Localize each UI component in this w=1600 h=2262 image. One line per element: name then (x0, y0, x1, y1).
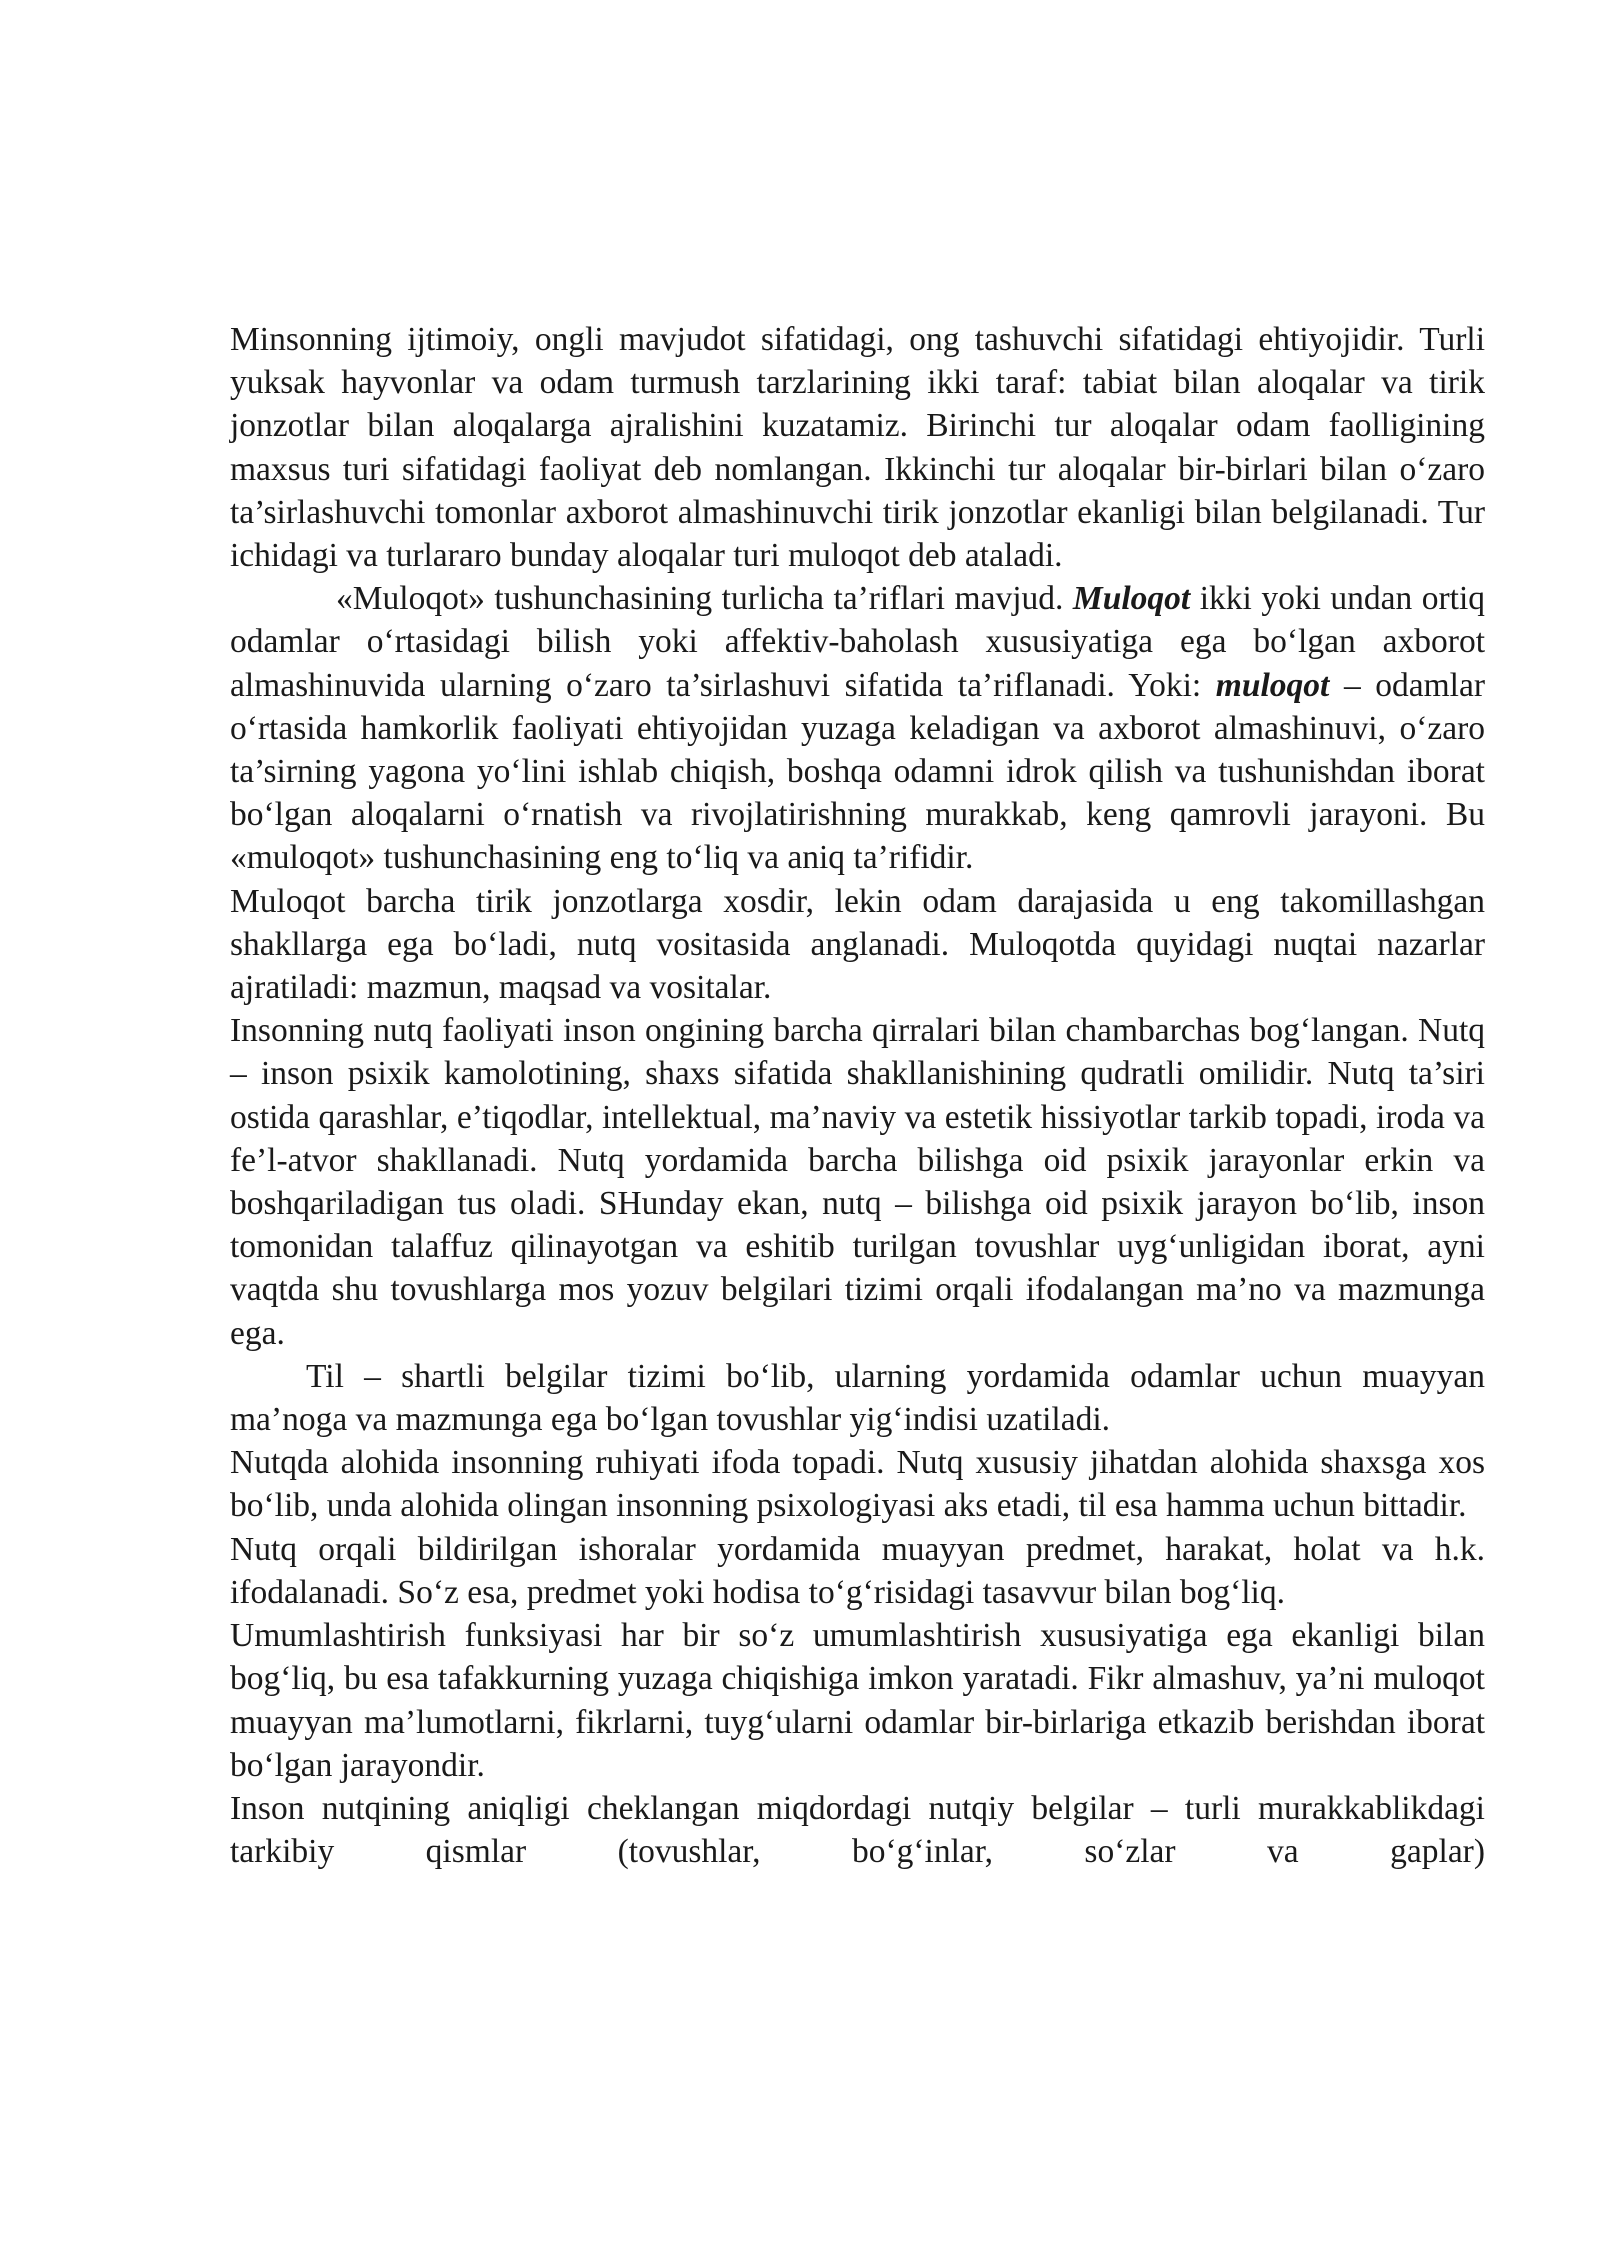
paragraph-9: Inson nutqining aniqligi cheklangan miqdordagi nutqiy belgilar – turli murakkablikdagi tarkibiy qismlar (tovushlar, bo‘g‘inlar, so‘zlar va gaplar) (230, 1789, 1485, 1871)
paragraph-7: Nutq orqali bildirilgan ishoralar yordamida muayyan predmet, harakat, holat va h.k. ifodalanadi. So‘z esa, predmet yoki hodisa to‘g‘risidagi tasavvur bilan bog‘liq. (230, 1530, 1485, 1611)
paragraph-5: Til – shartli belgilar tizimi bo‘lib, ularning yordamida odamlar uchun muayyan ma’noga va mazmunga ega bo‘lgan tovushlar yig‘indisi uzatiladi. (230, 1357, 1485, 1439)
paragraph-2-continuation: – odamlar o‘rtasida hamkorlik faoliyati ehtiyojidan yuzaga keladigan va axborot almashinuvi, o‘zaro ta’sirning yagona yo‘lini ishlab chiqish, boshqa odamni idrok qilish va tushunishdan iborat bo‘lgan aloqalarni o‘rnatish va rivojlatirishning murakkab, keng qamrovli jarayoni. Bu «muloqot» tushunchasining eng to‘liq va aniq ta’rifidir. (230, 666, 1486, 877)
paragraph-6: Nutqda alohida insonning ruhiyati ifoda topadi. Nutq xususiy jihatdan alohida shaxsga xos bo‘lib, unda alohida olingan insonning psixologiyasi aks etadi, til esa hamma uchun bittadir. (230, 1444, 1485, 1525)
document-body (230, 318, 1485, 1873)
paragraph-1: Minsonning ijtimoiy, ongli mavjudot sifatidagi, ong tashuvchi sifatidagi ehtiyojidir. Turli yuksak hayvonlar va odam turmush tarzlarining ikki taraf: tabiat bilan aloqalar va tirik jonzotlar bilan aloqalarga ajralishini kuzatamiz. Birinchi tur aloqalar odam faolligining maxsus turi sifatidagi faoliyat deb nomlangan. Ikkinchi tur aloqalar bir-birlari bilan o‘zaro ta’sirlashuvchi tomonlar axborot almashinuvchi tirik jonzotlar ekanligi bilan belgilanadi. Tur ichidagi va turlararo bunday aloqalar turi muloqot deb ataladi. (230, 321, 1485, 575)
paragraph-2-intro: «Muloqot» tushunchasining turlicha ta’riflari mavjud. (336, 580, 1064, 618)
paragraph-4: Insonning nutq faoliyati inson ongining barcha qirralari bilan chambarchas bog‘langan. Nutq – inson psixik kamolotining, shaxs sifatida shakllanishining qudratli omilidir. Nutq ta’siri ostida qarashlar, e’tiqodlar, intellektual, ma’naviy va estetik hissiyotlar tarkib topadi, iroda va fe’l-atvor shakllanadi. Nutq yordamida barcha bilishga oid psixik jarayonlar erkin va boshqariladigan tus oladi. SHunday ekan, nutq – bilishga oid psixik jarayon bo‘lib, inson tomonidan talaffuz qilinayotgan va eshitib turilgan tovushlar uyg‘unligidan iborat, ayni vaqtda shu tovushlarga mos yozuv belgilari tizimi orqali ifodalangan ma’no va mazmunga ega. (230, 1012, 1485, 1352)
paragraph-2-definition: ikki yoki undan ortiq odamlar o‘rtasidagi bilish yoki affektiv-baholash xususiyatiga ega bo‘lgan axborot almashinuvida ularning o‘zaro ta’sirlashuvi sifatida ta’riflanadi. Yoki: (230, 580, 1486, 704)
term-muloqot-heading: Muloqot (1072, 580, 1191, 618)
paragraph-2 (230, 577, 1485, 879)
term-muloqot-inline: muloqot (1215, 666, 1330, 704)
paragraph-3: Muloqot barcha tirik jonzotlarga xosdir, lekin odam darajasida u eng takomillashgan shakllarga ega bo‘ladi, nutq vositasida anglanadi. Muloqotda quyidagi nuqtai nazarlar ajratiladi: mazmun, maqsad va vositalar. (230, 882, 1485, 1007)
paragraph-8: Umumlashtirish funksiyasi har bir so‘z umumlashtirish xususiyatiga ega ekanligi bilan bog‘liq, bu esa tafakkurning yuzaga chiqishiga imkon yaratadi. Fikr almashuv, ya’ni muloqot muayyan ma’lumotlarni, fikrlarni, tuyg‘ularni odamlar bir-birlariga etkazib berishdan iborat bo‘lgan jarayondir. (230, 1617, 1485, 1784)
